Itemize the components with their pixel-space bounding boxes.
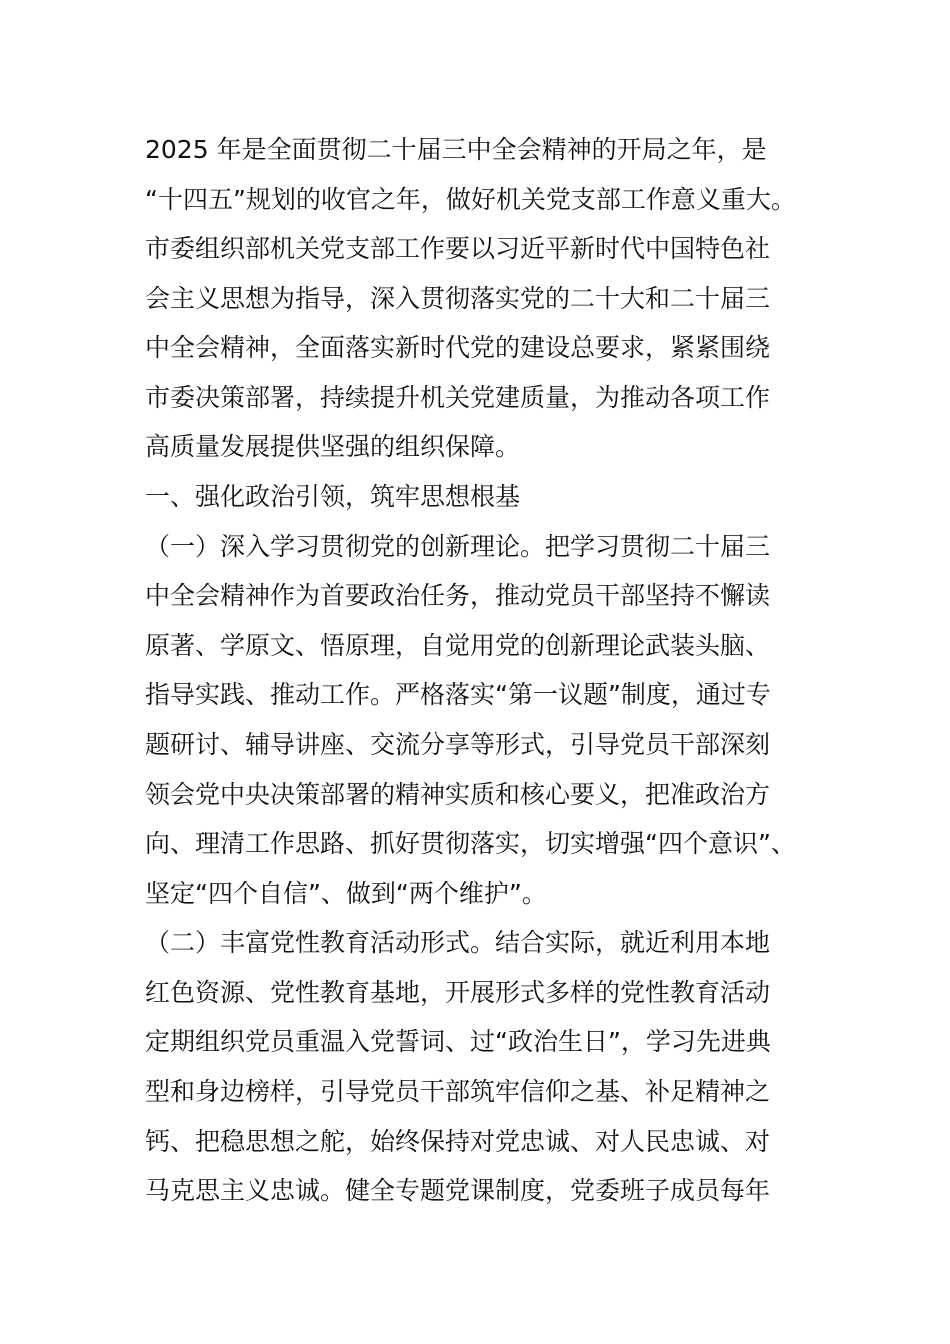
text-line: 向、理清工作思路、抓好贯彻落实，切实增强“四个意识”、 [145, 829, 796, 858]
text-line: 中全会精神，全面落实新时代党的建设总要求，紧紧围绕 [145, 333, 771, 362]
text-line: 红色资源、党性教育基地，开展形式多样的党性教育活动 [145, 978, 771, 1007]
text-line: 市委组织部机关党支部工作要以习近平新时代中国特色社 [145, 234, 771, 263]
text-line: 会主义思想为指导，深入贯彻落实党的二十大和二十届三 [145, 284, 771, 313]
text-line: 马克思主义忠诚。健全专题党课制度，党委班子成员每年 [145, 1176, 771, 1205]
text-line: 市委决策部署，持续提升机关党建质量，为推动各项工作 [145, 383, 771, 412]
text-line: 型和身边榜样，引导党员干部筑牢信仰之基、补足精神之 [145, 1077, 771, 1106]
text-line: 指导实践、推动工作。严格落实“第一议题”制度，通过专 [145, 680, 771, 709]
text-line: 题研讨、辅导讲座、交流分享等形式，引导党员干部深刻 [145, 730, 771, 759]
text-line: 钙、把稳思想之舵，始终保持对党忠诚、对人民忠诚、对 [145, 1127, 771, 1156]
text-line: 2025 年是全面贯彻二十届三中全会精神的开局之年，是 [145, 135, 767, 164]
text-line: 原著、学原文、悟原理，自觉用党的创新理论武装头脑、 [145, 631, 771, 660]
text-line: 坚定“四个自信”、做到“两个维护”。 [145, 879, 547, 908]
text-line: 高质量发展提供坚强的组织保障。 [145, 432, 521, 461]
text-line: （一）深入学习贯彻党的创新理论。把学习贯彻二十届三 [145, 532, 771, 561]
text-line: 中全会精神作为首要政治任务，推动党员干部坚持不懈读 [145, 581, 771, 610]
text-line: 领会党中央决策部署的精神实质和核心要义，把准政治方 [145, 780, 771, 809]
text-line: “十四五”规划的收官之年，做好机关党支部工作意义重大。 [145, 185, 796, 214]
text-line: （二）丰富党性教育活动形式。结合实际，就近利用本地 [145, 928, 771, 957]
text-line: 定期组织党员重温入党誓词、过“政治生日”，学习先进典 [145, 1027, 771, 1056]
section-heading: 一、强化政治引领，筑牢思想根基 [145, 482, 521, 511]
